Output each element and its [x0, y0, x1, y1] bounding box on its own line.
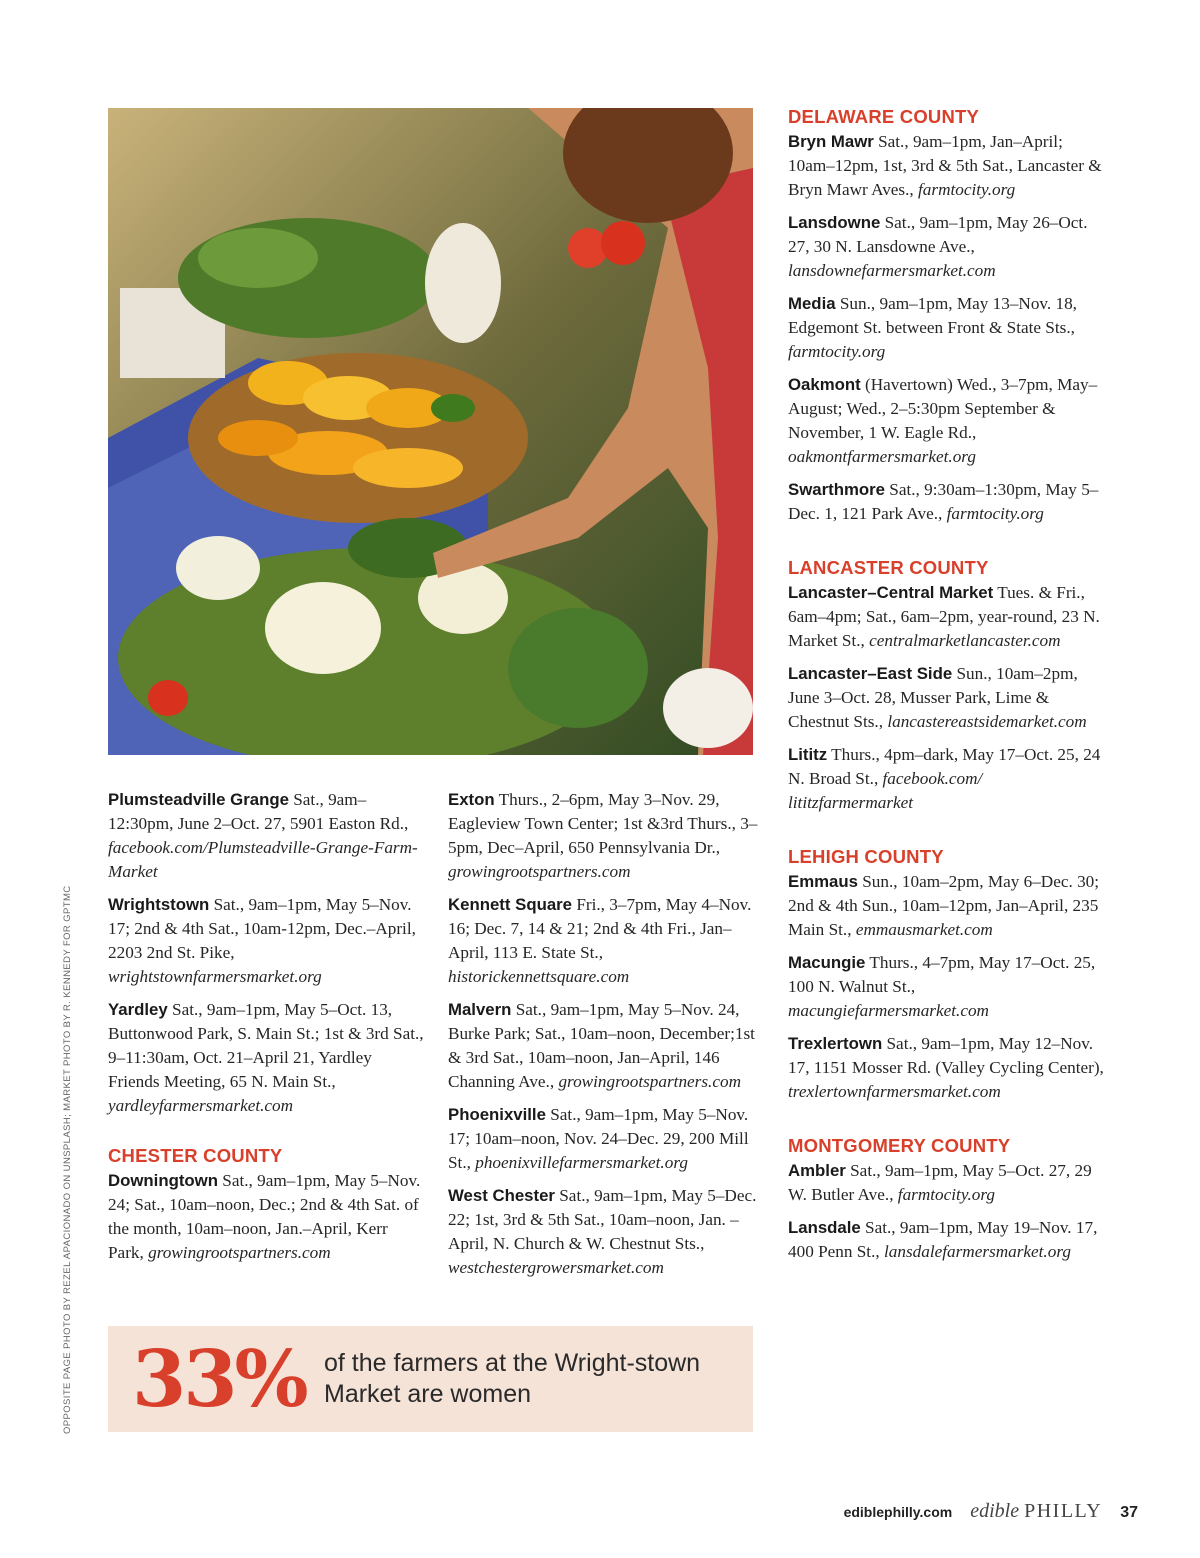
market-entry	[108, 1169, 426, 1265]
market-url[interactable]: yardleyfarmersmarket.com	[108, 1096, 294, 1115]
market-entry	[788, 478, 1108, 526]
county-heading: CHESTER COUNTY	[108, 1145, 283, 1166]
market-details: Fri., 3–7pm, May 4–Nov. 16; Dec. 7, 14 & 21; 2nd & 4th Fri., Jan–April, 113 E. State St.,	[448, 895, 752, 962]
market-entry	[788, 581, 1108, 653]
market-url[interactable]: lancastereastsidemarket.com	[887, 712, 1087, 731]
market-url[interactable]: farmtocity.org	[918, 180, 1016, 199]
stat-callout	[108, 1326, 753, 1432]
market-name: Malvern	[448, 1000, 512, 1019]
market-name: Lititz	[788, 745, 828, 764]
market-details: Sat., 9am–1pm, May 5–Nov. 24, Burke Park; Sat., 10am–noon, December;1st & 3rd Sat., 10am–noon, Jan–April, 146 Channing Ave.,	[448, 1000, 755, 1091]
market-details: Sat., 9am–1pm, May 26–Oct. 27, 30 N. Lansdowne Ave.,	[788, 213, 1088, 256]
market-name: Swarthmore	[788, 480, 885, 499]
market-name: Plumsteadville Grange	[108, 790, 289, 809]
market-details: Tues. & Fri., 6am–4pm; Sat., 6am–2pm, year-round, 23 N. Market St.,	[788, 583, 1100, 650]
market-entry	[788, 130, 1108, 202]
market-details: Sat., 9am–12:30pm, June 2–Oct. 27, 5901 Easton Rd.,	[108, 790, 409, 833]
market-details: Thurs., 2–6pm, May 3–Nov. 29, Eagleview Town Center; 1st &3rd Thurs., 3–5pm, Dec–April, 650 Pennsylvania Dr.,	[448, 790, 758, 857]
market-url[interactable]: trexlertownfarmersmarket.com	[788, 1082, 1001, 1101]
market-entry	[108, 893, 426, 989]
market-details: Thurs., 4–7pm, May 17–Oct. 25, 100 N. Walnut St.,	[788, 953, 1096, 996]
market-details: Sat., 9am–1pm, May 5–Nov. 17; 10am–noon, Nov. 24–Dec. 29, 200 Mill St.,	[448, 1105, 749, 1172]
magazine-name	[970, 1500, 1102, 1523]
market-url[interactable]: lansdalefarmersmarket.org	[883, 1242, 1071, 1261]
county-heading: DELAWARE COUNTY	[788, 106, 980, 127]
market-entry	[788, 1159, 1108, 1207]
county-heading: LANCASTER COUNTY	[788, 557, 989, 578]
magazine-philly: PHILLY	[1024, 1500, 1103, 1522]
market-entry	[788, 951, 1108, 1023]
market-details: Sat., 9:30am–1:30pm, May 5–Dec. 1, 121 Park Ave.,	[788, 480, 1099, 523]
market-name: Trexlertown	[788, 1034, 883, 1053]
market-name: Lansdowne	[788, 213, 881, 232]
market-name: Downingtown	[108, 1171, 218, 1190]
market-name: Kennett Square	[448, 895, 573, 914]
market-entry	[108, 998, 426, 1118]
photo-credit: OPPOSITE PAGE PHOTO BY REZEL APACIONADO ON UNSPLASH; MARKET PHOTO BY R. KENNEDY FOR GPTMC	[62, 885, 73, 1434]
market-entry	[788, 211, 1108, 283]
market-url[interactable]: farmtocity.org	[788, 342, 886, 361]
market-url[interactable]: facebook.com/ lititzfarmermarket	[788, 769, 983, 812]
market-name: Wrightstown	[108, 895, 210, 914]
market-entry	[448, 998, 758, 1094]
market-name: Oakmont	[788, 375, 861, 394]
market-details: Sun., 10am–2pm, June 3–Oct. 28, Musser Park, Lime & Chestnut Sts.,	[788, 664, 1078, 731]
market-entry	[788, 662, 1108, 734]
market-url[interactable]: growingrootspartners.com	[558, 1072, 741, 1091]
market-name: Exton	[448, 790, 495, 809]
page-footer	[844, 1500, 1138, 1523]
market-url[interactable]: centralmarketlancaster.com	[869, 631, 1061, 650]
county-heading: MONTGOMERY COUNTY	[788, 1135, 1011, 1156]
column-right	[788, 106, 1108, 1273]
market-url[interactable]: wrightstownfarmersmarket.org	[108, 967, 322, 986]
market-name: Yardley	[108, 1000, 168, 1019]
market-url[interactable]: phoenixvillefarmersmarket.org	[475, 1153, 688, 1172]
market-entry	[448, 1103, 758, 1175]
market-url[interactable]: oakmontfarmersmarket.org	[788, 447, 976, 466]
market-details: Thurs., 4pm–dark, May 17–Oct. 25, 24 N. Broad St.,	[788, 745, 1101, 788]
market-photo-illustration	[108, 108, 753, 755]
market-url[interactable]: westchestergrowersmarket.com	[448, 1258, 664, 1277]
market-url[interactable]: facebook.com/Plumsteadville-Grange-Farm-Market	[108, 838, 418, 881]
stat-text: of the farmers at the Wright-stown Market are women	[324, 1349, 701, 1408]
market-url[interactable]: growingrootspartners.com	[148, 1243, 331, 1262]
market-details: Sat., 9am–1pm, May 12–Nov. 17, 1151 Mosser Rd. (Valley Cycling Center),	[788, 1034, 1104, 1077]
market-name: Phoenixville	[448, 1105, 546, 1124]
magazine-edible: edible	[970, 1500, 1020, 1522]
market-name: West Chester	[448, 1186, 555, 1205]
market-entry	[788, 373, 1108, 469]
market-entry	[108, 788, 426, 884]
market-url[interactable]: historickennettsquare.com	[448, 967, 630, 986]
market-entry	[788, 870, 1108, 942]
market-entry	[788, 292, 1108, 364]
market-name: Macungie	[788, 953, 866, 972]
market-name: Lansdale	[788, 1218, 861, 1237]
market-details: Sat., 9am–1pm, May 5–Nov. 17; 2nd & 4th Sat., 10am-12pm, Dec.–April, 2203 2nd St. Pike,	[108, 895, 416, 962]
market-entry	[448, 1184, 758, 1280]
market-url[interactable]: farmtocity.org	[897, 1185, 996, 1204]
market-details: Sat., 9am–1pm, May 5–Nov. 24; Sat., 10am–noon, Dec.; 2nd & 4th Sat. of the month, 10am–noon, Jan.–April, Kerr Park,	[108, 1171, 421, 1262]
market-entry	[788, 1032, 1108, 1104]
market-name: Ambler	[788, 1161, 846, 1180]
market-url[interactable]: farmtocity.org	[946, 504, 1044, 523]
stat-number: 33%	[132, 1334, 306, 1425]
market-details: Sat., 9am–1pm, May 5–Oct. 13, Buttonwood Park, S. Main St.; 1st & 3rd Sat., 9–11:30am, Oct. 21–April 21, Yardley Friends Meeting, 65 N. Main St.,	[108, 1000, 424, 1091]
market-details: Sat., 9am–1pm, May 5–Oct. 27, 29 W. Butler Ave.,	[788, 1161, 1092, 1204]
market-url[interactable]: emmausmarket.com	[855, 920, 993, 939]
market-url[interactable]: lansdownefarmersmarket.com	[788, 261, 996, 280]
market-entry	[788, 743, 1108, 815]
farmers-market-photo	[108, 108, 753, 755]
market-details: (Havertown) Wed., 3–7pm, May–August; Wed., 2–5:30pm September & November, 1 W. Eagle Rd.,	[788, 375, 1098, 442]
column-left	[108, 788, 426, 1274]
market-entry	[788, 1216, 1108, 1264]
market-url[interactable]: macungiefarmersmarket.com	[788, 1001, 989, 1020]
market-name: Media	[788, 294, 836, 313]
column-middle	[448, 788, 758, 1289]
market-details: Sun., 9am–1pm, May 13–Nov. 18, Edgemont St. between Front & State Sts.,	[788, 294, 1077, 337]
market-details: Sun., 10am–2pm, May 6–Dec. 30; 2nd & 4th Sun., 10am–12pm, Jan–April, 235 Main St.,	[788, 872, 1100, 939]
market-url[interactable]: growingrootspartners.com	[448, 862, 631, 881]
market-details: Sat., 9am–1pm, May 5–Dec. 22; 1st, 3rd & 5th Sat., 10am–noon, Jan. –April, N. Church & W. Chestnut Sts.,	[448, 1186, 757, 1253]
market-name: Lancaster–East Side	[788, 664, 953, 683]
market-details: Sat., 9am–1pm, May 19–Nov. 17, 400 Penn St.,	[788, 1218, 1098, 1261]
county-heading: LEHIGH COUNTY	[788, 846, 944, 867]
market-name: Lancaster–Central Market	[788, 583, 994, 602]
market-entry	[448, 893, 758, 989]
market-entry	[448, 788, 758, 884]
market-details: Sat., 9am–1pm, Jan–April; 10am–12pm, 1st, 3rd & 5th Sat., Lancaster & Bryn Mawr Aves.,	[788, 132, 1102, 199]
market-name: Emmaus	[788, 872, 858, 891]
footer-site[interactable]: ediblephilly.com	[843, 1504, 953, 1520]
page-number: 37	[1120, 1504, 1138, 1521]
market-name: Bryn Mawr	[788, 132, 874, 151]
